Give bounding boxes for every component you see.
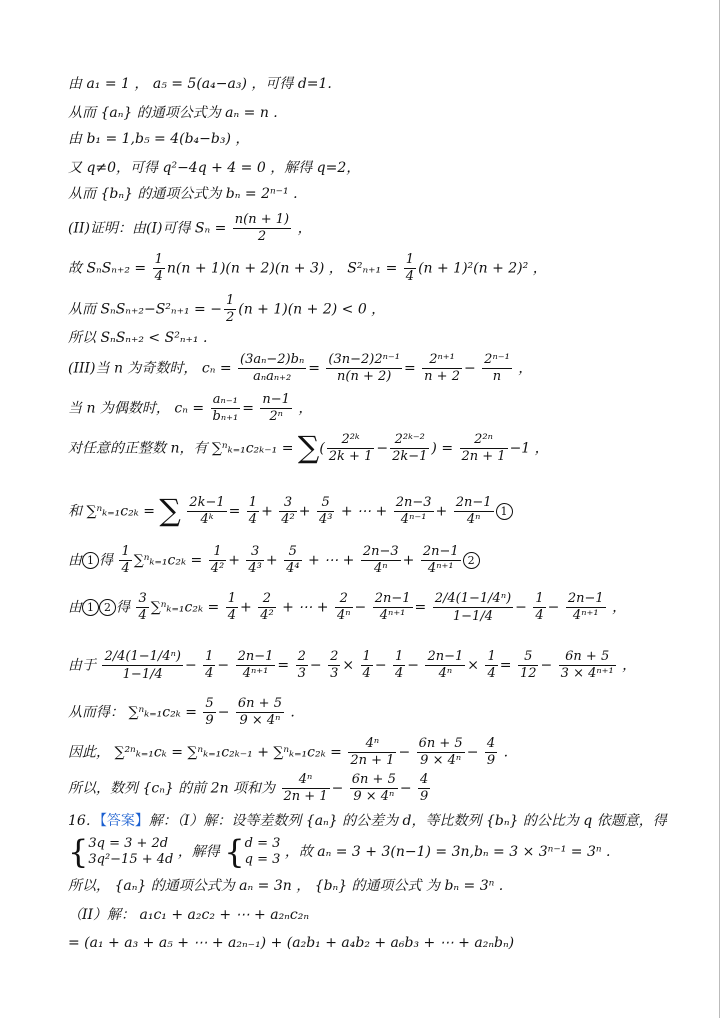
- fraction: $\frac{2n-1}{\text{4ⁿ}}$: [455, 495, 492, 527]
- line-a1-a5: 由 a₁ = 1 ， a₅ = 5(a₄−a₃) ，可得 d=1.: [68, 76, 332, 92]
- fraction: $\frac{2}{3}$: [297, 649, 306, 681]
- line-sn-product: 故 SₙSₙ₊₂ = $\frac{1}{4}$ n(n + 1)(n + 2)(n + 3) ， S²ₙ₊₁ = $\frac{1}{4}$ (n + 1)²(n + 2)² ，: [68, 252, 547, 284]
- fraction: $\frac{2k-1}{\text{4ᵏ}}$: [189, 495, 225, 527]
- line-sum-even-1: 和 ∑ⁿₖ₌₁c₂ₖ = ∑ $\frac{2k-1}{\text{4ᵏ}}$ = $\frac{1}{4}$ + $\frac{3}{\text{4²}}$ + $\frac{5}{\text{4³}}$ + ⋯ + $\frac{2n-3}{\text{4ⁿ⁻¹}}$ + $\frac{2n-1}{\text{4ⁿ}}$ 1: [68, 495, 513, 528]
- fraction: $\frac{5}{\text{4³}}$: [318, 495, 333, 527]
- fraction: $\frac{2n-1}{\text{4ⁿ}}$: [427, 649, 464, 681]
- fraction: $\frac{6n + 5}{\text{9 × 4ⁿ}}$: [418, 736, 463, 768]
- fraction: $\frac{1}{4}$: [487, 649, 496, 681]
- circled-number-2: 2: [463, 552, 480, 569]
- fraction: $\frac{2n-3}{\text{4ⁿ⁻¹}}$: [395, 495, 432, 527]
- circled-number-1: 1: [496, 503, 513, 520]
- fraction: $\frac{1}{4}$: [248, 495, 258, 527]
- fraction: $\frac{3}{4}$: [138, 591, 147, 623]
- fraction: $\frac{\text{2ⁿ⁻¹}}{n}$: [484, 352, 510, 384]
- fraction: $\frac{1}{4}$: [121, 544, 130, 576]
- line-general-terms: 所以， {aₙ} 的通项公式为 aₙ = 3n ， {bₙ} 的通项公式 为 bₙ = 3ⁿ .: [68, 878, 504, 894]
- fraction: $\frac{1}{4}$: [362, 649, 371, 681]
- fraction: $\frac{6n + 5}{\text{3 × 4ⁿ⁺¹}}$: [560, 649, 614, 681]
- fraction: $\frac{2n-1}{\text{4ⁿ⁺¹}}$: [374, 591, 411, 623]
- fraction: $\frac{4}{9}$: [486, 736, 496, 768]
- fraction: $\frac{5}{\text{4⁴}}$: [286, 544, 300, 576]
- line-because: 由于 $\frac{\text{2/4(1−1/4ⁿ)}}{1-1/4}$ − $\frac{1}{4}$ − $\frac{2n-1}{\text{4ⁿ⁺¹}}$ = $\frac{2}{3}$ − $\frac{2}{3}$ × $\frac{1}{4}$ − $\frac{1}{4}$ − $\frac{2n-1}{\text{4ⁿ}}$ × $\frac{1}{4}$ = $\frac{5}{12}$ − $\frac{6n + 5}{\text{3 × 4ⁿ⁺¹}}$ ，: [68, 649, 637, 682]
- circled-number-1: 1: [82, 552, 99, 569]
- line-q-solution: 又 q≠0，可得 q²−4q + 4 = 0 ，解得 q=2，: [68, 160, 361, 176]
- circled-number-1: 1: [82, 599, 99, 616]
- fraction: $\frac{\text{2²ᵏ}}{2k + 1}$: [328, 432, 373, 464]
- fraction: $\frac{n(n + 1)}{2}$: [234, 212, 290, 244]
- fraction: $\frac{\text{aₙ₋₁}}{\text{bₙ₊₁}}$: [212, 392, 239, 424]
- line-cn-odd: (III)当 n 为奇数时， cₙ = $\frac{\text{(3aₙ−2)bₙ}}{\text{aₙaₙ₊₂}}$ = $\frac{\text{(3n−2)2ⁿ⁻¹}}{n(n + 2)}$ = $\frac{\text{2ⁿ⁺¹}}{n + 2}$ − $\frac{\text{2ⁿ⁻¹}}{n}$ ，: [68, 352, 533, 384]
- fraction: $\frac{6n + 5}{\text{9 × 4ⁿ}}$: [351, 772, 396, 804]
- line-therefore-total: 因此， ∑²ⁿₖ₌₁cₖ = ∑ⁿₖ₌₁c₂ₖ₋₁ + ∑ⁿₖ₌₁c₂ₖ = $\frac{\text{4ⁿ}}{2n + 1}$ − $\frac{6n + 5}{\text{9 × 4ⁿ}}$ − $\frac{4}{9}$ .: [68, 736, 509, 768]
- line-sum-even-2: 由 1 得 $\frac{1}{4}$ ∑ⁿₖ₌₁c₂ₖ = $\frac{1}{\text{4²}}$ + $\frac{3}{\text{4³}}$ + $\frac{5}{\text{4⁴}}$ + ⋯ + $\frac{2n-3}{\text{4ⁿ}}$ + $\frac{2n-1}{\text{4ⁿ⁺¹}}$ 2: [68, 544, 480, 577]
- fraction: $\frac{1}{4}$: [154, 252, 163, 284]
- fraction: $\frac{2}{\text{4ⁿ}}$: [336, 591, 351, 623]
- line-sn-conclusion: 所以 SₙSₙ₊₂ < S²ₙ₊₁ .: [68, 330, 208, 346]
- fraction: $\frac{1}{4}$: [405, 252, 415, 284]
- fraction: $\frac{\text{4ⁿ}}{2n + 1}$: [350, 736, 395, 768]
- circled-number-2: 2: [99, 599, 116, 616]
- fraction: $\frac{2n-1}{\text{4ⁿ⁺¹}}$: [422, 544, 459, 576]
- answer-label: 【答案】: [99, 813, 149, 829]
- fraction: $\frac{n-1}{\text{2ⁿ}}$: [262, 392, 290, 424]
- fraction: $\frac{\text{(3aₙ−2)bₙ}}{\text{aₙaₙ₊₂}}$: [240, 352, 305, 384]
- fraction: $\frac{\text{4ⁿ}}{2n + 1}$: [283, 772, 328, 804]
- line-sequence-sum: 所以，数列 {cₙ} 的前 2n 项和为 $\frac{\text{4ⁿ}}{2n + 1}$ − $\frac{6n + 5}{\text{9 × 4ⁿ}}$ − $\frac{4}{9}$: [68, 772, 429, 804]
- line-hence-sum: 从而得： ∑ⁿₖ₌₁c₂ₖ = $\frac{5}{9}$ − $\frac{6n + 5}{\text{9 × 4ⁿ}}$ .: [68, 696, 295, 728]
- fraction: $\frac{1}{2}$: [225, 293, 235, 325]
- fraction: $\frac{1}{4}$: [205, 649, 214, 681]
- fraction: $\frac{5}{12}$: [519, 649, 537, 681]
- fraction: $\frac{1}{4}$: [535, 591, 544, 623]
- line-sn-definition: (II)证明：由(I)可得 Sₙ = $\frac{n(n + 1)}{2}$ ，: [68, 212, 312, 244]
- fraction: $\frac{4}{9}$: [420, 772, 429, 804]
- line-grouping: = (a₁ + a₃ + a₅ + ⋯ + a₂ₙ₋₁) + (a₂b₁ + a₄b₂ + a₆b₃ + ⋯ + a₂ₙbₙ): [68, 935, 515, 951]
- fraction: $\frac{2n-3}{\text{4ⁿ}}$: [362, 544, 399, 576]
- fraction: $\frac{\text{2²ⁿ}}{2n + 1}$: [461, 432, 506, 464]
- line-problem-16: 16．【答案】解：（I）解：设等差数列 {aₙ} 的公差为 d，等比数列 {bₙ} 的公比为 q 依题意，得: [68, 813, 667, 829]
- line-b1-b5: 由 b₁ = 1,b₅ = 4(b₄−b₃) ，: [68, 131, 250, 147]
- fraction: $\frac{2n-1}{\text{4ⁿ⁺¹}}$: [237, 649, 274, 681]
- line-sum-odd: 对任意的正整数 n，有 ∑ⁿₖ₌₁c₂ₖ₋₁ = ∑( $\frac{\text{2²ᵏ}}{2k + 1}$ − $\frac{\text{2²ᵏ⁻²}}{2k-1}$ ) = $\frac{\text{2²ⁿ}}{2n + 1}$ −1 ，: [68, 430, 549, 466]
- line-an-formula: 从而 {aₙ} 的通项公式为 aₙ = n .: [68, 105, 278, 121]
- fraction: $\frac{6n + 5}{\text{9 × 4ⁿ}}$: [237, 696, 282, 728]
- fraction: $\frac{2n-1}{\text{4ⁿ⁺¹}}$: [567, 591, 604, 623]
- fraction: $\frac{1}{4}$: [395, 649, 404, 681]
- fraction: $\frac{\text{(3n−2)2ⁿ⁻¹}}{n(n + 2)}$: [328, 352, 400, 384]
- compound-fraction: $\frac{\text{2/4(1−1/4ⁿ)}}{1-1/4}$: [104, 649, 181, 682]
- line-system-solution: {3q = 3 + 2d 3q²−15 + 4d ，解得 {d = 3 q = 3 ，故 aₙ = 3 + 3(n−1) = 3n,bₙ = 3 × 3ⁿ⁻¹ = 3ⁿ .: [68, 833, 611, 871]
- fraction: $\frac{5}{9}$: [205, 696, 214, 728]
- line-part-ii: （II）解： a₁c₁ + a₂c₂ + ⋯ + a₂ₙc₂ₙ: [68, 907, 309, 923]
- fraction: $\frac{2}{3}$: [330, 649, 339, 681]
- line-bn-formula: 从而 {bₙ} 的通项公式为 bₙ = 2ⁿ⁻¹ .: [68, 186, 298, 202]
- fraction: $\frac{\text{2ⁿ⁺¹}}{n + 2}$: [424, 352, 460, 384]
- compound-fraction: $\frac{\text{2/4(1−1/4ⁿ)}}{1-1/4}$: [434, 591, 512, 624]
- fraction: $\frac{\text{2²ᵏ⁻²}}{2k-1}$: [392, 432, 428, 464]
- fraction: $\frac{3}{\text{4²}}$: [281, 495, 295, 527]
- fraction: $\frac{2}{\text{4²}}$: [260, 591, 274, 623]
- line-subtraction: 由 1 2 得 $\frac{3}{4}$ ∑ⁿₖ₌₁c₂ₖ = $\frac{1}{4}$ + $\frac{2}{\text{4²}}$ + ⋯ + $\frac{2}{\text{4ⁿ}}$ − $\frac{2n-1}{\text{4ⁿ⁺¹}}$ = $\frac{\text{2/4(1−1/4ⁿ)}}{1-1/4}$ − $\frac{1}{4}$ − $\frac{2n-1}{\text{4ⁿ⁺¹}}$ ，: [68, 591, 627, 624]
- fraction: $\frac{1}{\text{4²}}$: [210, 544, 225, 576]
- line-cn-even: 当 n 为偶数时， cₙ = $\frac{\text{aₙ₋₁}}{\text{bₙ₊₁}}$ = $\frac{n-1}{\text{2ⁿ}}$ ，: [68, 392, 313, 424]
- fraction: $\frac{1}{4}$: [227, 591, 236, 623]
- fraction: $\frac{3}{\text{4³}}$: [248, 544, 262, 576]
- line-sn-difference: 从而 SₙSₙ₊₂−S²ₙ₊₁ = − $\frac{1}{2}$ (n + 1)(n + 2) < 0 ，: [68, 293, 386, 325]
